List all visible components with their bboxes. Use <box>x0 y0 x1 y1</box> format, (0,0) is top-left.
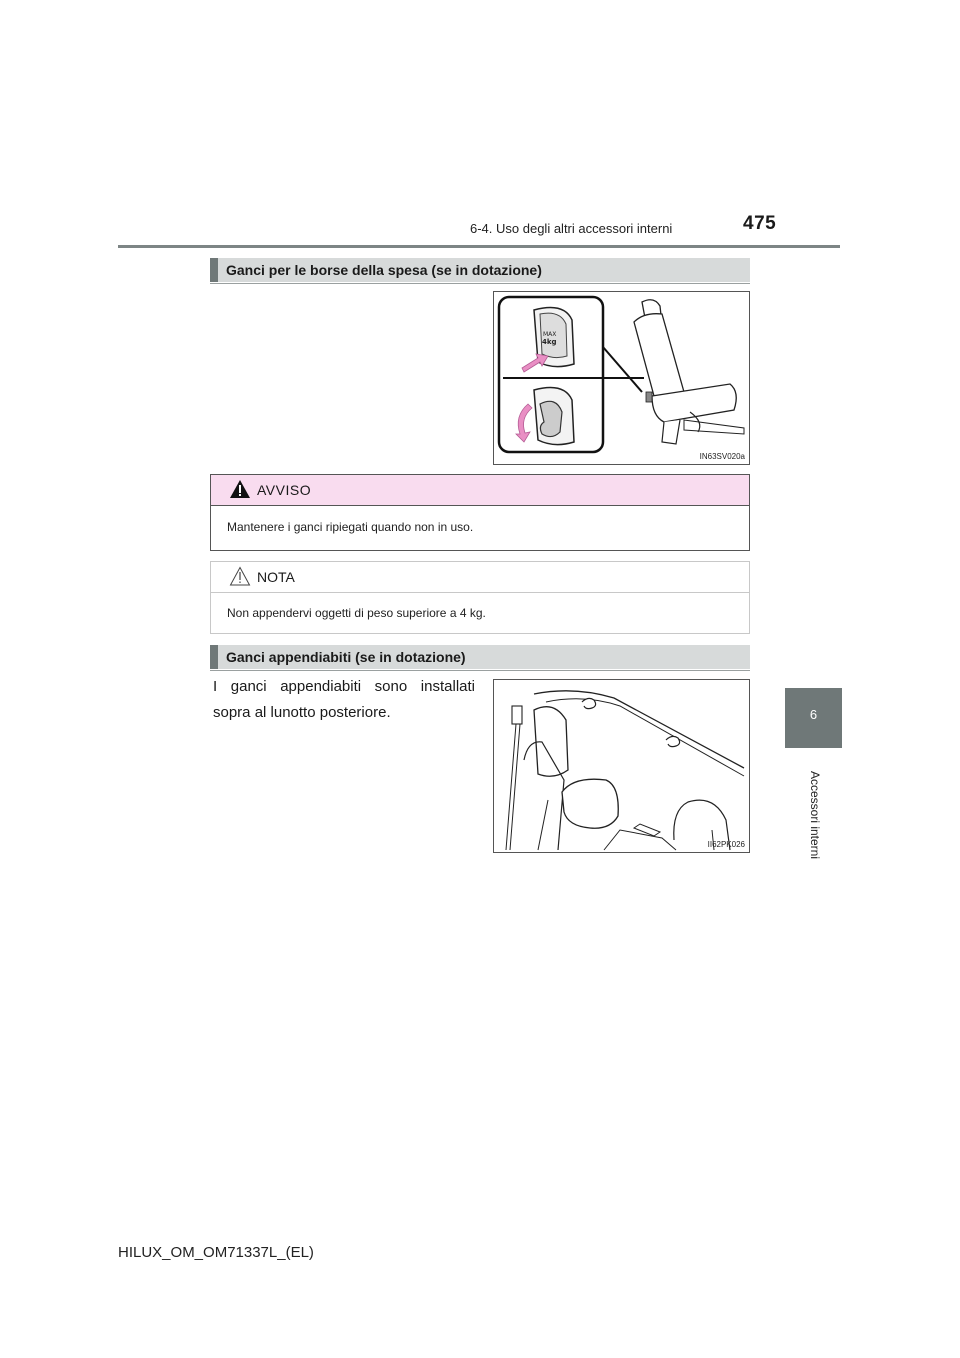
note-text: Non appendervi oggetti di peso superiore a 4 kg. <box>227 606 486 620</box>
section-title-shopping-hooks: Ganci per le borse della spesa (se in dotazione) <box>210 258 750 282</box>
caution-outline-triangle-icon <box>229 566 251 586</box>
figure-code: IN63SV020a <box>699 452 745 461</box>
chapter-tab-number: 6 <box>809 707 818 722</box>
warning-triangle-icon <box>229 479 251 499</box>
warning-header <box>211 475 749 506</box>
warning-text: Mantenere i ganci ripiegati quando non in uso. <box>227 520 474 534</box>
chapter-tab-label: Accessori interni <box>808 770 822 860</box>
note-header <box>211 562 749 593</box>
figure-code: II62PK026 <box>707 840 745 849</box>
document-id: HILUX_OM_OM71337L_(EL) <box>118 1244 314 1261</box>
figure-coat-hooks <box>493 679 750 853</box>
coat-hooks-description: I ganci appendiabiti sono installati sopra al lunotto posteriore. <box>213 678 475 721</box>
header-divider <box>118 245 840 248</box>
warning-title: AVVISO <box>257 482 312 498</box>
hook-label-weight: 4kg <box>542 338 557 346</box>
note-title: NOTA <box>257 569 295 585</box>
warning-box <box>210 474 750 551</box>
header-section-title: 6-4. Uso degli altri accessori interni <box>470 221 673 236</box>
note-box <box>210 561 750 634</box>
coat-hook-icon <box>666 736 680 746</box>
seat-hook-illustration <box>494 292 749 464</box>
hook-label-max: MAX <box>543 331 557 338</box>
rear-window-hook-illustration <box>494 680 749 852</box>
figure-shopping-hooks <box>493 291 750 465</box>
coat-hook-icon <box>582 698 596 708</box>
page-number: 475 <box>743 213 777 234</box>
section-title-coat-hooks: Ganci appendiabiti (se in dotazione) <box>210 645 750 669</box>
